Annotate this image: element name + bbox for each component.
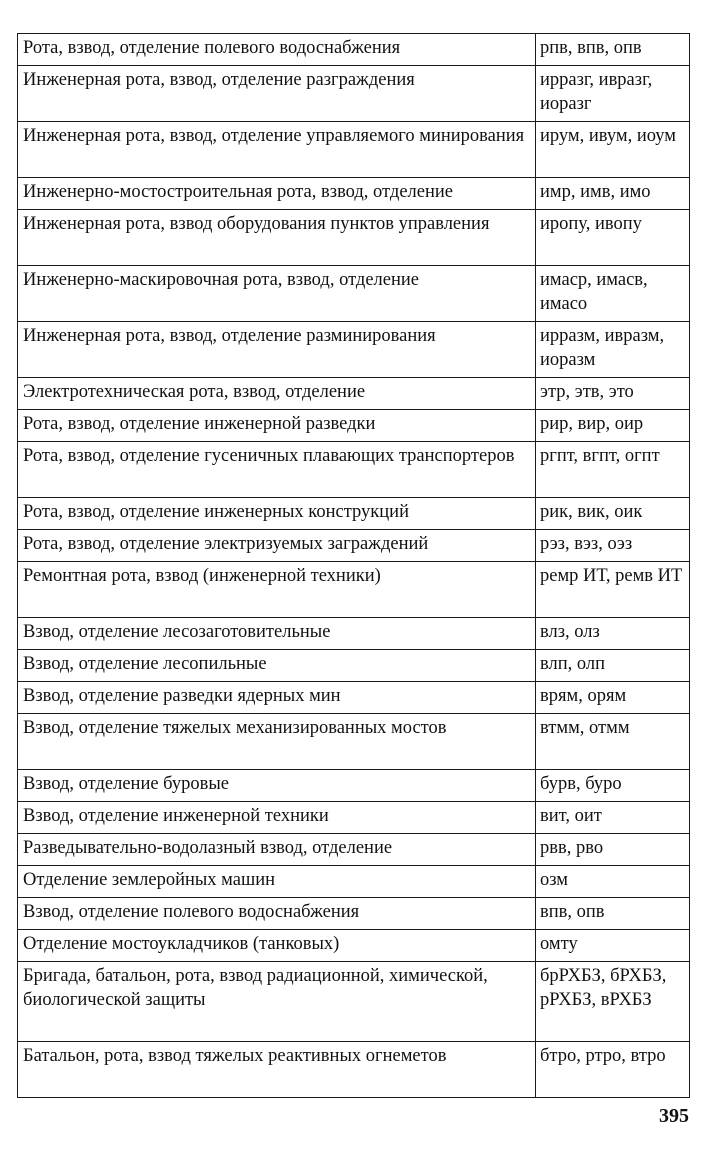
unit-name-cell: Рота, взвод, отделение инженерных конструкций xyxy=(18,498,536,530)
unit-name-cell: Инженерная рота, взвод оборудования пунктов управления xyxy=(18,210,536,266)
abbreviation-cell: ирразг, ивразг, иоразг xyxy=(536,66,690,122)
table-row xyxy=(18,898,690,930)
abbreviation-cell: ремр ИТ, ремв ИТ xyxy=(536,562,690,618)
table-row xyxy=(18,378,690,410)
unit-name-cell: Рота, взвод, отделение гусеничных плавающих транспортеров xyxy=(18,442,536,498)
unit-name-cell: Отделение землеройных машин xyxy=(18,866,536,898)
abbreviation-cell: рэз, вэз, оэз xyxy=(536,530,690,562)
abbreviation-cell: имаср, имасв, имасо xyxy=(536,266,690,322)
abbreviation-cell: брРХБЗ, бРХБЗ, рРХБЗ, вРХБЗ xyxy=(536,962,690,1042)
table-row xyxy=(18,770,690,802)
abbreviation-cell: иропу, ивопу xyxy=(536,210,690,266)
table-row xyxy=(18,650,690,682)
unit-name-cell: Инженерно-мостостроительная рота, взвод, отделение xyxy=(18,178,536,210)
abbreviation-cell: вит, оит xyxy=(536,802,690,834)
unit-name-cell: Взвод, отделение буровые xyxy=(18,770,536,802)
table-row xyxy=(18,930,690,962)
page-number: 395 xyxy=(659,1105,689,1127)
abbreviation-cell: рик, вик, оик xyxy=(536,498,690,530)
abbreviation-cell: влп, олп xyxy=(536,650,690,682)
abbreviation-cell: ирразм, ивразм, иоразм xyxy=(536,322,690,378)
unit-name-cell: Разведывательно-водолазный взвод, отделение xyxy=(18,834,536,866)
abbreviation-cell: влз, олз xyxy=(536,618,690,650)
unit-name-cell: Инженерная рота, взвод, отделение разминирования xyxy=(18,322,536,378)
table-row xyxy=(18,442,690,498)
table-row xyxy=(18,530,690,562)
table-row xyxy=(18,410,690,442)
table-row xyxy=(18,266,690,322)
unit-name-cell: Взвод, отделение полевого водоснабжения xyxy=(18,898,536,930)
abbreviation-cell: омту xyxy=(536,930,690,962)
unit-name-cell: Инженерная рота, взвод, отделение разграждения xyxy=(18,66,536,122)
table-row xyxy=(18,562,690,618)
abbreviation-cell: бурв, буро xyxy=(536,770,690,802)
unit-name-cell: Ремонтная рота, взвод (инженерной техники) xyxy=(18,562,536,618)
unit-name-cell: Рота, взвод, отделение полевого водоснабжения xyxy=(18,34,536,66)
table-row xyxy=(18,498,690,530)
unit-name-cell: Бригада, батальон, рота, взвод радиационной, химической, биологической защиты xyxy=(18,962,536,1042)
abbreviation-cell: имр, имв, имо xyxy=(536,178,690,210)
abbreviation-cell: рвв, рво xyxy=(536,834,690,866)
unit-name-cell: Рота, взвод, отделение электризуемых заграждений xyxy=(18,530,536,562)
unit-name-cell: Взвод, отделение разведки ядерных мин xyxy=(18,682,536,714)
abbreviation-cell: рир, вир, оир xyxy=(536,410,690,442)
table-row xyxy=(18,66,690,122)
unit-name-cell: Взвод, отделение тяжелых механизированных мостов xyxy=(18,714,536,770)
unit-name-cell: Отделение мостоукладчиков (танковых) xyxy=(18,930,536,962)
unit-name-cell: Рота, взвод, отделение инженерной разведки xyxy=(18,410,536,442)
abbreviation-cell: врям, орям xyxy=(536,682,690,714)
abbreviation-cell: этр, этв, это xyxy=(536,378,690,410)
table-row xyxy=(18,866,690,898)
unit-name-cell: Взвод, отделение инженерной техники xyxy=(18,802,536,834)
table-row xyxy=(18,962,690,1042)
unit-name-cell: Инженерная рота, взвод, отделение управляемого минирования xyxy=(18,122,536,178)
abbreviation-cell: втмм, отмм xyxy=(536,714,690,770)
unit-name-cell: Батальон, рота, взвод тяжелых реактивных огнеметов xyxy=(18,1042,536,1098)
table-row xyxy=(18,1042,690,1098)
abbreviation-cell: рпв, впв, опв xyxy=(536,34,690,66)
abbreviation-cell: бтро, ртро, втро xyxy=(536,1042,690,1098)
table-row xyxy=(18,178,690,210)
table-row xyxy=(18,714,690,770)
unit-name-cell: Взвод, отделение лесозаготовительные xyxy=(18,618,536,650)
table-row xyxy=(18,210,690,266)
table-row xyxy=(18,618,690,650)
abbreviations-table xyxy=(17,33,690,1098)
unit-name-cell: Взвод, отделение лесопильные xyxy=(18,650,536,682)
abbreviation-cell: ргпт, вгпт, огпт xyxy=(536,442,690,498)
unit-name-cell: Электротехническая рота, взвод, отделение xyxy=(18,378,536,410)
abbreviation-cell: впв, опв xyxy=(536,898,690,930)
table-row xyxy=(18,802,690,834)
table-row xyxy=(18,34,690,66)
table-row xyxy=(18,322,690,378)
table-row xyxy=(18,122,690,178)
table-row xyxy=(18,834,690,866)
abbreviation-cell: озм xyxy=(536,866,690,898)
table-row xyxy=(18,682,690,714)
abbreviation-cell: ирум, ивум, иоум xyxy=(536,122,690,178)
unit-name-cell: Инженерно-маскировочная рота, взвод, отделение xyxy=(18,266,536,322)
